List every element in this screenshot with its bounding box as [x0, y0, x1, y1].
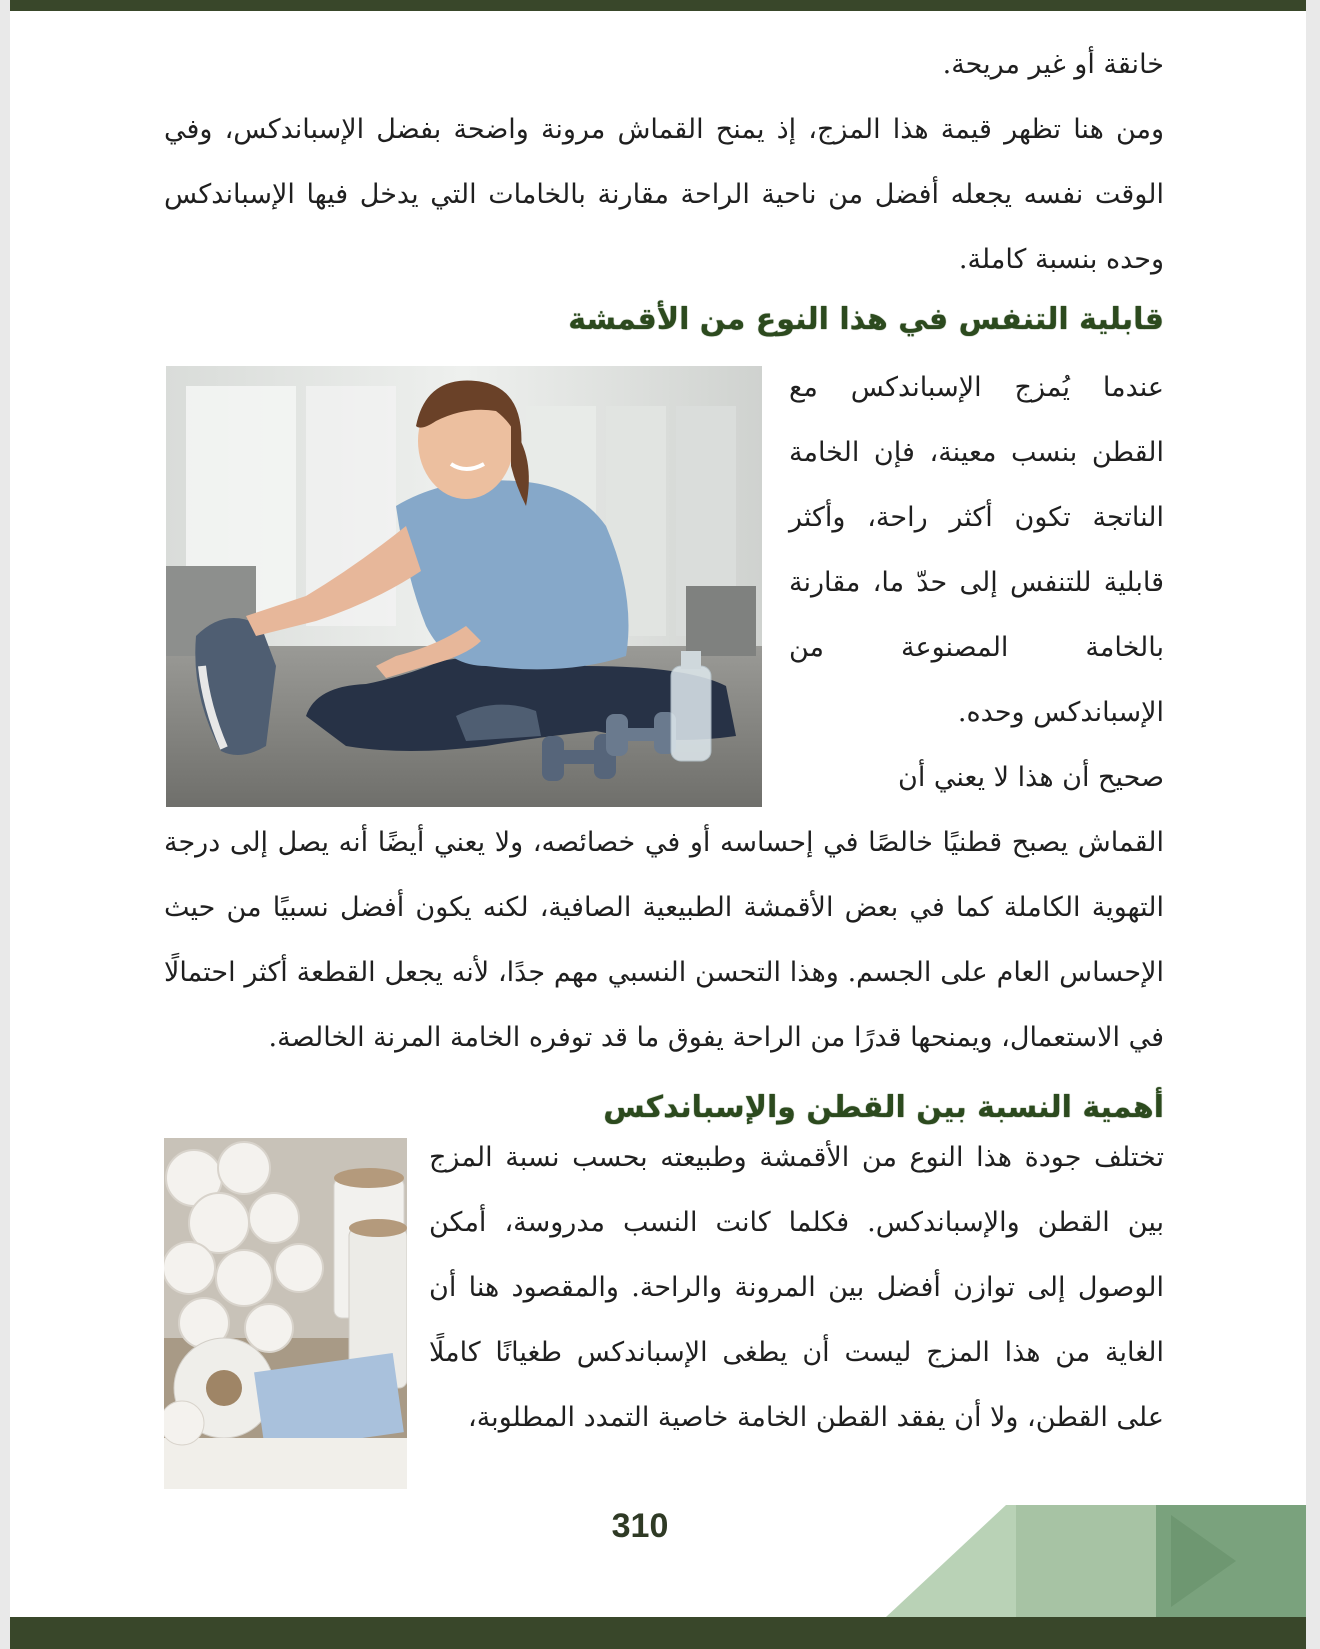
- text-section-ratio: [429, 1125, 1164, 1450]
- corner-decoration: [886, 1505, 1306, 1617]
- text-section-breathability: [789, 355, 1164, 810]
- section-heading-breathability: قابلية التنفس في هذا النوع من الأقمشة: [568, 302, 1164, 337]
- paragraph: عندما يُمزج الإسباندكس مع القطن بنسب معينة، فإن الخامة الناتجة تكون أكثر راحة، وأكثر قابلية للتنفس إلى حدّ ما، مقارنة بالخامة المصنوعة من الإسباندكس وحده.: [789, 372, 1164, 728]
- top-border: [10, 0, 1306, 11]
- page-number: 310: [611, 1507, 669, 1545]
- section-heading-ratio: أهمية النسبة بين القطن والإسباندكس: [603, 1090, 1164, 1125]
- paragraph: خانقة أو غير مريحة.: [942, 49, 1164, 80]
- woman-stretching-photo: [166, 366, 762, 807]
- text-section-intro: [164, 32, 1164, 292]
- book-page: [10, 0, 1306, 1649]
- text-section-comparison: [164, 810, 1164, 1070]
- bottom-border: [10, 1617, 1306, 1649]
- paragraph: القماش يصبح قطنيًا خالصًا في إحساسه أو في خصائصه، ولا يعني أيضًا أنه يصل إلى درجة التهوية الكاملة كما في بعض الأقمشة الطبيعية الصافية، لكنه يكون أفضل نسبيًا من حيث الإحساس العام على الجسم. وهذا التحسن النسبي مهم جدًا، لأنه يجعل القطعة أكثر احتمالًا في الاستعمال، ويمنحها قدرًا من الراحة يفوق ما قد توفره الخامة المرنة الخالصة.: [164, 827, 1164, 1053]
- paragraph: ومن هنا تظهر قيمة هذا المزج، إذ يمنح القماش مرونة واضحة بفضل الإسباندكس، وفي الوقت نفسه يجعله أفضل من ناحية الراحة مقارنة بالخامات التي يدخل فيها الإسباندكس وحده بنسبة كاملة.: [164, 114, 1164, 275]
- woman-stretching-illustration: [166, 366, 762, 807]
- paragraph: صحيح أن هذا لا يعني أن: [897, 762, 1164, 793]
- cotton-yarn-photo: [164, 1138, 407, 1489]
- cotton-and-thread-illustration: [164, 1138, 407, 1489]
- paragraph: تختلف جودة هذا النوع من الأقمشة وطبيعته بحسب نسبة المزج بين القطن والإسباندكس. فكلما كانت النسب مدروسة، أمكن الوصول إلى توازن أفضل بين المرونة والراحة. والمقصود هنا أن الغاية من هذا المزج ليست أن يطغى الإسباندكس طغيانًا كاملًا على القطن، ولا أن يفقد القطن الخامة خاصية التمدد المطلوبة،: [429, 1142, 1164, 1433]
